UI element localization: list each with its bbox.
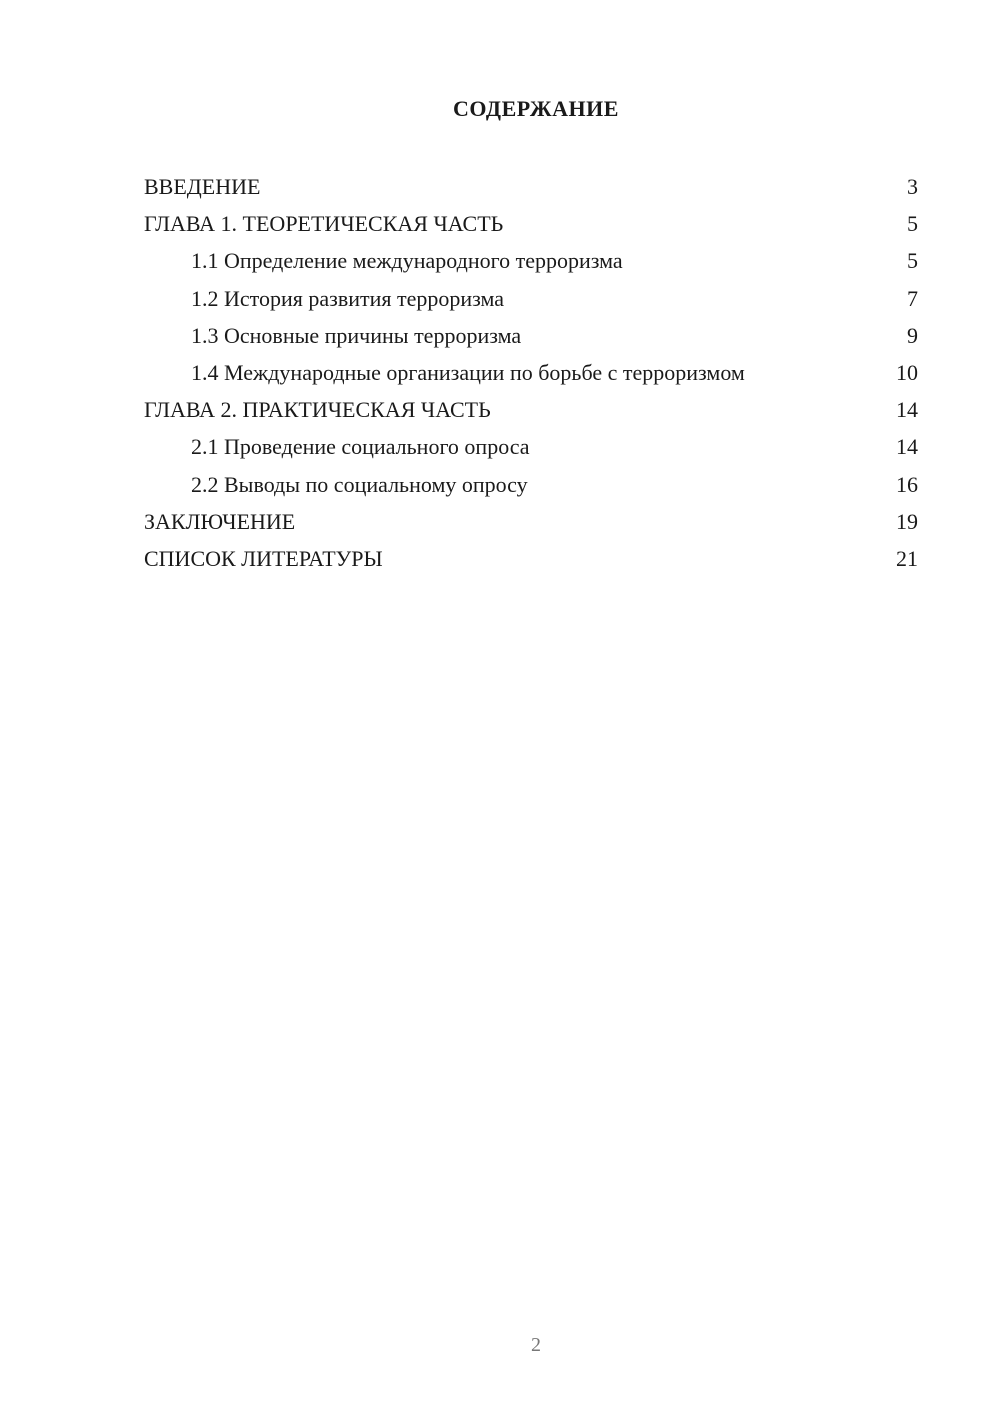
toc-entry-title: 1.1 Определение международного терроризма — [191, 248, 623, 274]
toc-entry-title: ГЛАВА 2. ПРАКТИЧЕСКАЯ ЧАСТЬ — [144, 397, 491, 423]
toc-entry-page: 5 — [907, 248, 918, 274]
toc-entry-section-2-2 — [144, 466, 918, 503]
toc-entry-title: СПИСОК ЛИТЕРАТУРЫ — [144, 545, 383, 571]
toc-entry-title: ВВЕДЕНИЕ — [144, 174, 261, 199]
toc-entry-chapter-2 — [144, 391, 918, 428]
toc-entry-page: 19 — [896, 508, 918, 534]
toc-entry-section-1-4 — [144, 354, 918, 391]
toc-entry-page: 14 — [896, 397, 918, 423]
toc-entry-section-2-1 — [144, 428, 918, 465]
toc-entry-title: 1.3 Основные причины терроризма — [191, 322, 522, 348]
toc-entry-page: 3 — [907, 174, 918, 199]
toc-entry-conclusion — [144, 503, 918, 540]
toc-entry-page: 16 — [896, 471, 918, 497]
toc-entry-title: ЗАКЛЮЧЕНИЕ — [144, 508, 296, 534]
toc-entry-page: 14 — [896, 434, 918, 460]
toc-entry-section-1-1 — [144, 242, 918, 279]
toc-entry-page: 5 — [907, 211, 918, 237]
toc-entry-page: 21 — [896, 545, 918, 571]
page-number: 2 — [531, 1334, 541, 1356]
toc-entry-title: 2.2 Выводы по социальному опросу — [191, 471, 528, 497]
toc-entry-section-1-2 — [144, 280, 918, 317]
toc-entry-page: 7 — [907, 285, 918, 311]
toc-entry-page: 10 — [896, 359, 918, 385]
table-of-contents — [144, 168, 918, 577]
toc-entry-page: 9 — [907, 322, 918, 348]
toc-entry-section-1-3 — [144, 317, 918, 354]
page-title: СОДЕРЖАНИЕ — [453, 96, 619, 121]
toc-entry-title: 1.2 История развития терроризма — [191, 285, 505, 311]
toc-entry-introduction — [144, 168, 918, 205]
toc-entry-references — [144, 540, 918, 577]
toc-entry-title: 1.4 Международные организации по борьбе с терроризмом — [191, 359, 745, 385]
toc-entry-chapter-1 — [144, 205, 918, 242]
toc-entry-title: ГЛАВА 1. ТЕОРЕТИЧЕСКАЯ ЧАСТЬ — [144, 211, 504, 237]
toc-entry-title: 2.1 Проведение социального опроса — [191, 434, 530, 460]
